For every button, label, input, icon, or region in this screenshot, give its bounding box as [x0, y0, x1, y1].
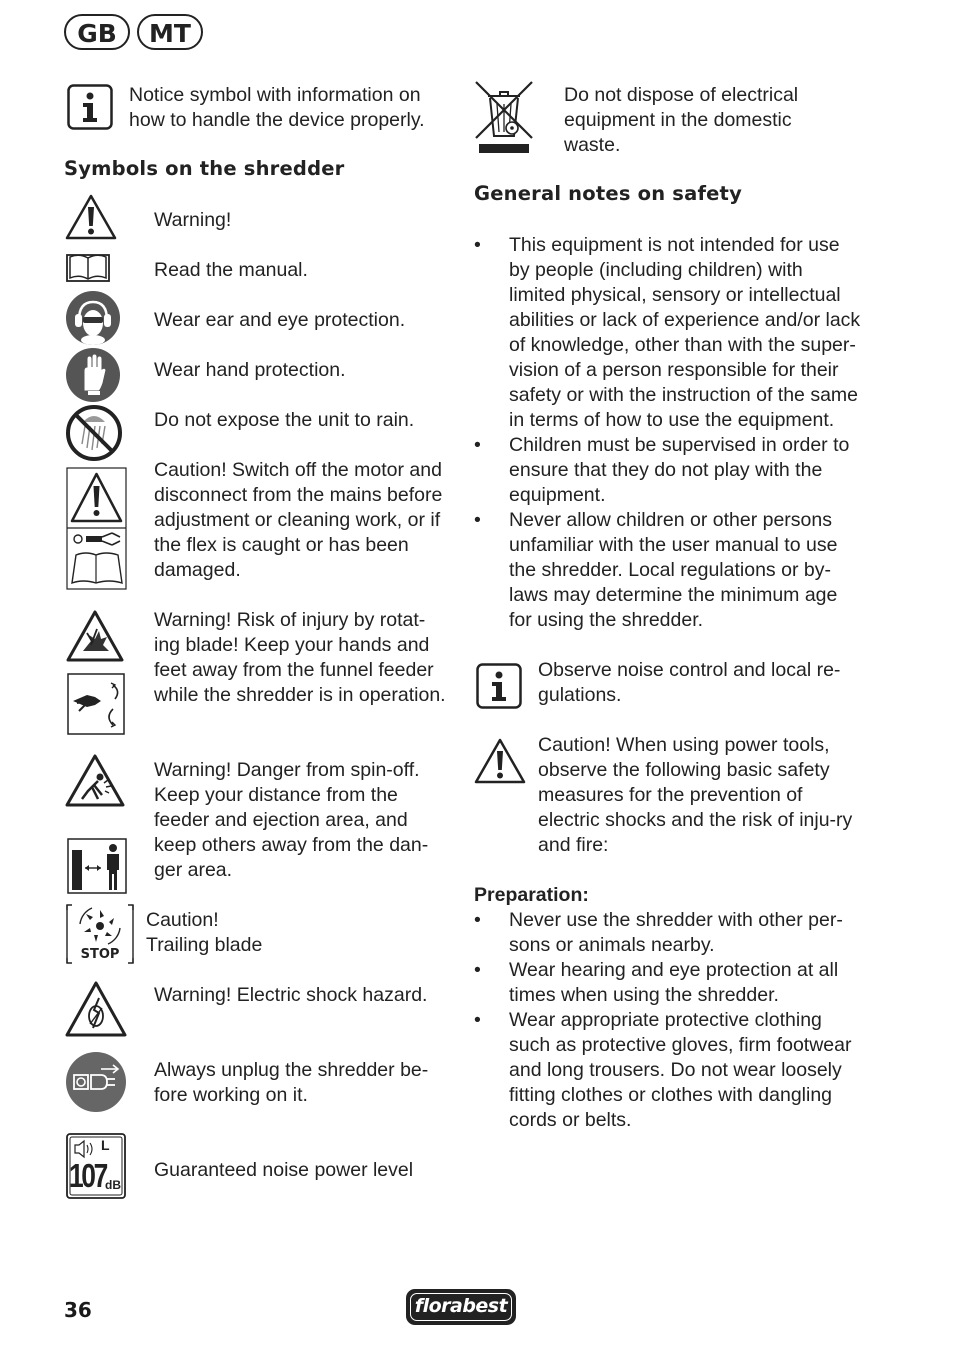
- power-tools-caution-text: Caution! When using power tools, observe the following basic safety measures for the prevention of electric shocks and the risk of inju-ry and fire:: [538, 734, 853, 856]
- lang-badge-mt: MT: [137, 14, 203, 50]
- lang-badge-gb: GB: [64, 14, 130, 50]
- no-rain-icon: [65, 404, 123, 462]
- symbol-trailing-line2: Trailing blade: [146, 934, 263, 956]
- safety-heading: General notes on safety: [474, 182, 742, 205]
- list-item: • Never allow children or other persons unfamiliar with the user manual to use the shredder. Local regulations or by-laws may determine the minimum age for using the shredder.: [474, 509, 838, 631]
- warning-icon: [474, 738, 526, 784]
- electric-shock-warning-icon: [64, 980, 128, 1038]
- symbols-heading: Symbols on the shredder: [64, 157, 345, 180]
- ear-eye-protection-icon: [65, 290, 121, 346]
- noise-notice-text: Observe noise control and local re-gulations.: [538, 659, 841, 706]
- rotating-blade-warning-icon: [65, 609, 125, 663]
- unplug-icon: [65, 1051, 127, 1113]
- noise-value: 107: [69, 1157, 106, 1194]
- switch-off-warning-icon: [66, 467, 127, 590]
- list-item: • This equipment is not intended for use by people (including children) with limited physical, sensory or intellectual abilities or lack of experience and/or lack of knowledge, other than with the super-vision of a person responsible for their safety or with the instruction of the same in terms of how to use the equipment.: [474, 234, 861, 431]
- weee-crossed-bin-icon: [474, 80, 534, 156]
- symbol-rain-text: Do not expose the unit to rain.: [154, 409, 415, 431]
- symbol-ear-eye-text: Wear ear and eye protection.: [154, 309, 406, 331]
- symbol-rotating-blade-text: Warning! Risk of injury by rotat-ing blade! Keep your hands and feet away from the funnel feeder while the shredder is in operation.: [154, 609, 446, 706]
- symbol-trailing-line1: Caution!: [146, 909, 219, 931]
- preparation-list: [474, 908, 864, 1133]
- notice-text: Notice symbol with information on how to handle the device properly.: [129, 84, 425, 131]
- info-icon: [476, 663, 522, 709]
- warning-icon: [65, 194, 117, 240]
- noise-label-l: L: [101, 1137, 110, 1153]
- list-item: • Wear hearing and eye protection at all times when using the shredder.: [474, 959, 839, 1006]
- symbol-manual-text: Read the manual.: [154, 259, 308, 281]
- weee-text: Do not dispose of electrical equipment in the domestic waste.: [564, 84, 799, 156]
- symbol-unplug-text: Always unplug the shredder be-fore working on it.: [154, 1059, 429, 1106]
- spin-off-warning-icon: [64, 753, 126, 808]
- keep-distance-icon: [67, 838, 127, 894]
- symbol-electric-text: Warning! Electric shock hazard.: [154, 984, 428, 1006]
- symbol-warning-text: Warning!: [154, 209, 232, 231]
- stop-label: STOP: [80, 947, 120, 962]
- noise-unit: dB: [105, 1178, 121, 1192]
- page-number: 36: [64, 1298, 92, 1322]
- symbol-spin-off-text: Warning! Danger from spin-off. Keep your distance from the feeder and ejection area, and keep others away from the dan-ger area.: [154, 759, 429, 881]
- symbol-noise-text: Guaranteed noise power level: [154, 1159, 414, 1181]
- glove-icon: [65, 347, 121, 403]
- brand-logo-text: florabest: [414, 1295, 508, 1317]
- manual-book-icon: [66, 251, 110, 283]
- preparation-heading: Preparation:: [474, 884, 589, 906]
- symbol-hand-text: Wear hand protection.: [154, 359, 346, 381]
- list-item: • Never use the shredder with other per-sons or animals nearby.: [474, 909, 843, 956]
- safety-list: [474, 233, 864, 633]
- list-item: • Children must be supervised in order to ensure that they do not play with the equipment.: [474, 434, 850, 506]
- info-icon: [67, 84, 113, 130]
- hand-feeder-icon: [67, 673, 125, 735]
- brand-logo: [406, 1289, 516, 1325]
- symbol-switch-off-text: Caution! Switch off the motor and disconnect from the mains before adjustment or cleaning work, or if the flex is caught or has been damaged.: [154, 459, 443, 581]
- list-item: • Wear appropriate protective clothing such as protective gloves, firm footwear and long trousers. Do not wear loosely fitting clothes or clothes with dangling cords or belts.: [474, 1009, 852, 1131]
